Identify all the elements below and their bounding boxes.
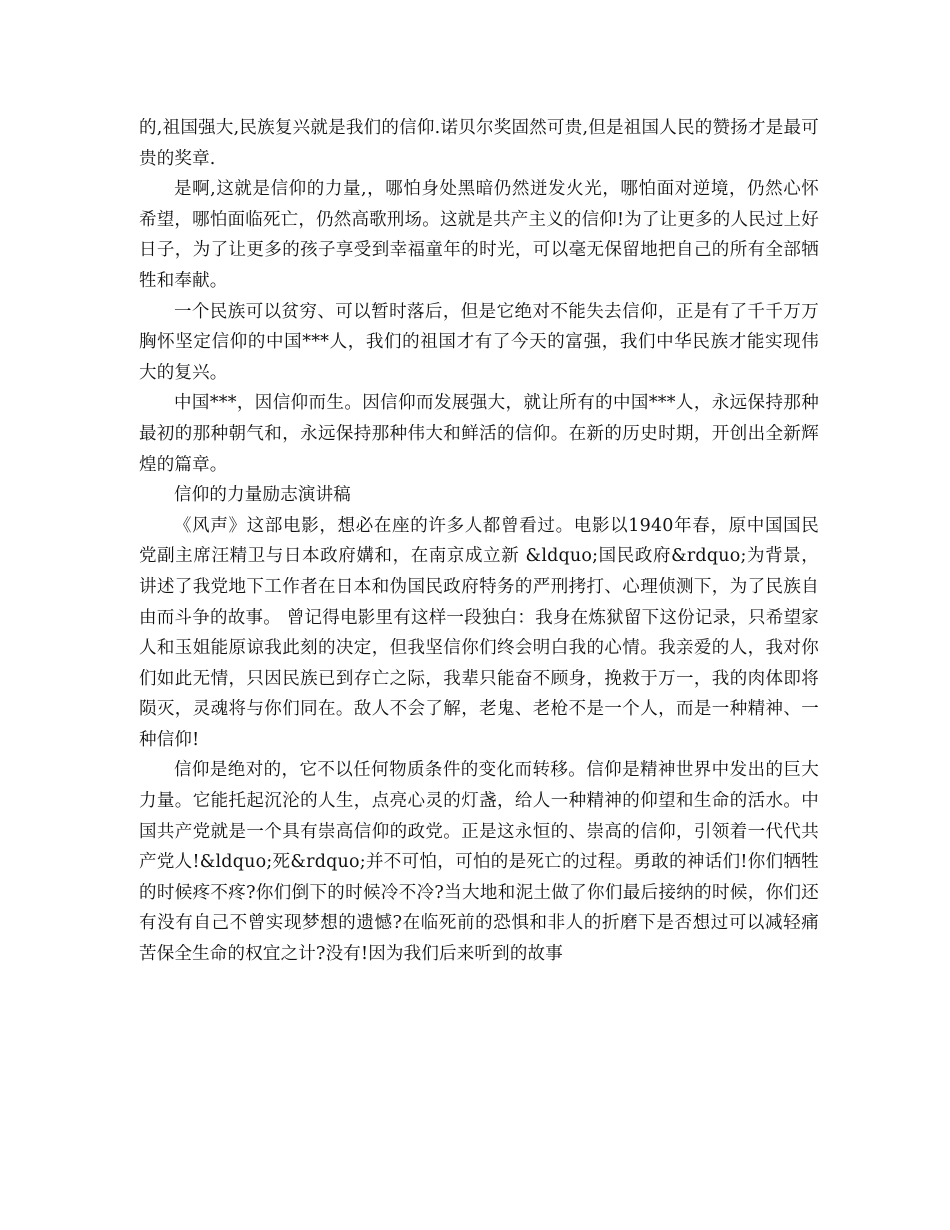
paragraph-born-of-faith: 中国***，因信仰而生。因信仰而发展强大，就让所有的中国***人，永远保持那种最初的那种朝气和，永远保持那种伟大和鲜活的信仰。在新的历史时期，开创出全新辉煌的篇章。 [139,393,819,475]
paragraph-nation-faith: 一个民族可以贫穷、可以暂时落后，但是它绝对不能失去信仰，正是有了千千万万胸怀坚定信仰的中国***人，我们的祖国才有了今天的富强，我们中华民族才能实现伟大的复兴。 [139,301,819,383]
paragraph-continuation: 的,祖国强大,民族复兴就是我们的信仰.诺贝尔奖固然可贵,但是祖国人民的赞扬才是最可贵的奖章. [139,118,819,169]
document-body [139,113,819,970]
paragraph-faith-absolute: 信仰是绝对的，它不以任何物质条件的变化而转移。信仰是精神世界中发出的巨大力量。它能托起沉沦的人生，点亮心灵的灯盏，给人一种精神的仰望和生命的活水。中国共产党就是一个具有崇高信仰的政党。正是这永恒的、崇高的信仰，引领着一代代共产党人!&ldquo;死&rdquo;并不可怕，可怕的是死亡的过程。勇敢的神话们!你们牺牲的时候疼不疼?你们倒下的时候冷不冷?当大地和泥土做了你们最后接纳的时候，你们还有没有自己不曾实现梦想的遗憾?在临死前的恐惧和非人的折磨下是否想过可以减轻痛苦保全生命的权宜之计?没有!因为我们后来听到的故事 [139,760,819,965]
paragraph-power-of-faith: 是啊,这就是信仰的力量,，哪怕身处黑暗仍然迸发火光，哪怕面对逆境，仍然心怀希望，哪怕面临死亡，仍然高歌刑场。这就是共产主义的信仰!为了让更多的人民过上好日子，为了让更多的孩子享受到幸福童年的时光，可以毫无保留地把自己的所有全部牺牲和奉献。 [139,179,819,291]
paragraph-the-message: 《风声》这部电影，想必在座的许多人都曾看过。电影以1940年春，原中国国民党副主席汪精卫与日本政府媾和，在南京成立新 &ldquo;国民政府&rdquo;为背景，讲述了我党地下工作者在日本和伪国民政府特务的严刑拷打、心理侦测下，为了民族自由而斗争的故事。 曾记得电影里有这样一段独白：我身在炼狱留下这份记录，只希望家人和玉姐能原谅我此刻的决定，但我坚信你们终会明白我的心情。我亲爱的人，我对你们如此无情，只因民族已到存亡之际，我辈只能奋不顾身，挽救于万一，我的肉体即将陨灭，灵魂将与你们同在。敌人不会了解，老鬼、老枪不是一个人，而是一种精神、一种信仰! [139,515,819,750]
section-title: 信仰的力量励志演讲稿 [174,485,351,506]
